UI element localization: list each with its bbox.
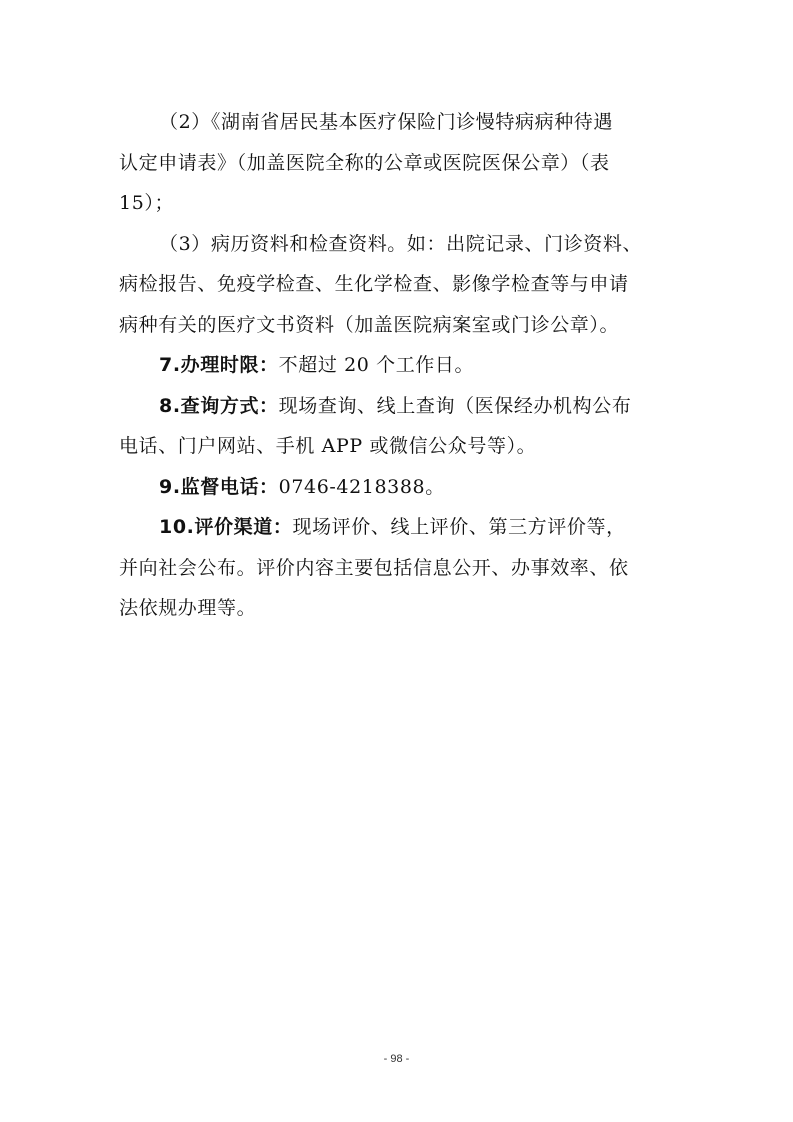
section-8-line-2: 电话、门户网站、手机 APP 或微信公众号等）。 — [119, 435, 537, 457]
section-10-line-2: 并向社会公布。评价内容主要包括信息公开、办事效率、依 — [119, 557, 629, 579]
section-10-text: 现场评价、线上评价、第三方评价等， — [292, 516, 626, 538]
item-2-line-3: 15）； — [119, 192, 175, 214]
section-7-text: 不超过 20 个工作日。 — [278, 354, 475, 376]
section-8-text: 现场查询、线上查询（医保经办机构公布 — [278, 395, 632, 417]
item-2-line-2: 认定申请表》（加盖医院全称的公章或医院医保公章）（表 — [119, 152, 610, 174]
section-7-label: 7.办理时限： — [159, 354, 279, 376]
section-9 — [159, 475, 679, 499]
item-3-line-3: 病种有关的医疗文书资料（加盖医院病案室或门诊公章）。 — [119, 314, 620, 336]
phone-number: 0746-4218388。 — [278, 476, 445, 498]
section-10 — [159, 515, 679, 539]
section-10-label: 10.评价渠道： — [159, 516, 293, 538]
page-number: - 98 - — [383, 1053, 410, 1065]
section-9-label: 9.监督电话： — [159, 476, 279, 498]
section-7 — [159, 353, 679, 377]
item-3-line-1: （3）病历资料和检查资料。如：出院记录、门诊资料、 — [159, 233, 643, 255]
item-3-line-2: 病检报告、免疫学检查、生化学检查、影像学检查等与申请 — [119, 273, 629, 295]
item-2-line-1: （2）《湖南省居民基本医疗保险门诊慢特病病种待遇 — [159, 111, 613, 133]
section-10-line-3: 法依规办理等。 — [119, 597, 257, 619]
section-8 — [159, 394, 679, 418]
section-8-label: 8.查询方式： — [159, 395, 279, 417]
